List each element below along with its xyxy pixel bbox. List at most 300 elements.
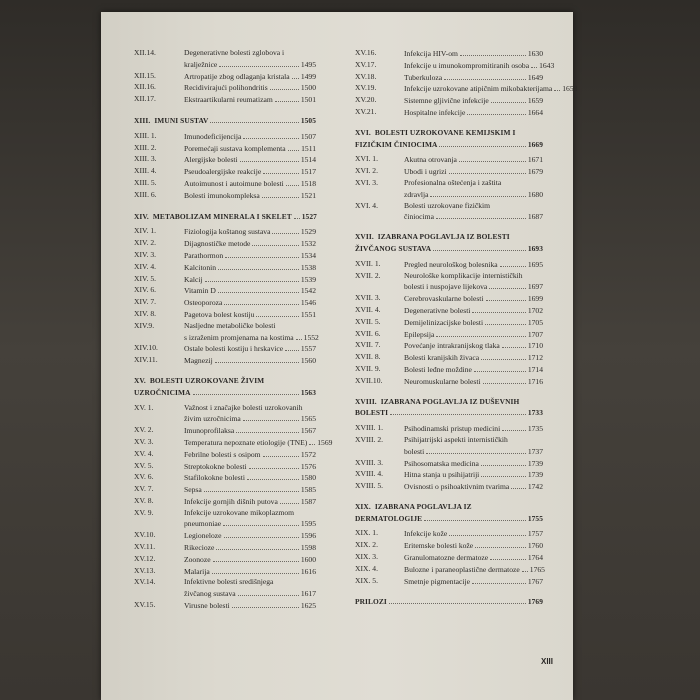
- toc-heading-text: BOLESTI: [355, 408, 389, 418]
- toc-entry-line: [184, 508, 316, 519]
- toc-entry-title: Malarija: [184, 566, 210, 576]
- toc-page-number: 1585: [300, 485, 316, 495]
- toc-page-number: 1658: [562, 84, 578, 94]
- toc-entry-body: [184, 82, 316, 94]
- toc-page-number: 1501: [300, 95, 316, 105]
- toc-entry-number: XIV. 6.: [134, 285, 157, 295]
- toc-entry: [134, 82, 316, 94]
- toc-entry-number: XII.17.: [134, 94, 156, 104]
- toc-entry-number: XV.16.: [355, 48, 377, 57]
- toc-entry-number: XV.11.: [134, 542, 156, 552]
- toc-heading-text: BOLESTI UZROKOVANE ŽIVIM: [149, 375, 265, 385]
- toc-entry-body: [404, 423, 543, 435]
- toc-entry: [134, 600, 316, 612]
- toc-page-number: 1587: [300, 496, 316, 506]
- toc-entry-number: XV. 9.: [134, 507, 154, 517]
- toc-entry-line: [184, 472, 316, 484]
- toc-heading-text: UZROČNICIMA: [134, 387, 191, 397]
- toc-entry-body: [184, 166, 316, 178]
- toc-heading-line: [355, 139, 543, 151]
- toc-entry-title: Zoonoze: [184, 554, 211, 564]
- toc-entry-number: XIV. 3.: [134, 249, 157, 259]
- toc-entry-line: [404, 458, 543, 470]
- toc-entry: [134, 143, 316, 155]
- toc-leader-dots: [270, 82, 299, 90]
- toc-page-number: 1705: [527, 317, 543, 327]
- toc-leader-dots: [294, 211, 300, 219]
- toc-entry-body: [404, 564, 543, 576]
- toc-entry-line: [404, 481, 543, 493]
- toc-heading-line: [134, 211, 316, 223]
- toc-entry: [134, 71, 316, 83]
- toc-leader-dots: [511, 481, 526, 489]
- toc-page-number: 1617: [300, 589, 316, 599]
- toc-entry-number: XIV. 2.: [134, 238, 157, 248]
- toc-entry-title: činiocima: [404, 212, 434, 222]
- toc-entry-number: XVII.10.: [355, 375, 383, 385]
- toc-entry-number: XVIII. 1.: [355, 423, 384, 433]
- toc-leader-dots: [204, 484, 299, 492]
- toc-entry-title: Kalcij: [184, 274, 203, 284]
- toc-section-heading: [134, 115, 316, 127]
- toc-entry-line: [404, 281, 543, 293]
- toc-leader-dots: [223, 518, 299, 526]
- toc-heading-line: [134, 115, 316, 127]
- toc-page-number: 1712: [527, 353, 543, 363]
- toc-entry-title: Degenerativne bolesti: [404, 305, 471, 315]
- toc-entry-line: [184, 355, 316, 367]
- toc-entry-number: XV.18.: [355, 71, 377, 81]
- toc-leader-dots: [483, 376, 526, 384]
- toc-entry-line: [184, 588, 316, 600]
- toc-leader-dots: [459, 154, 526, 162]
- toc-page-number: 1707: [527, 329, 543, 339]
- toc-entry: [355, 293, 543, 305]
- toc-leader-dots: [554, 83, 560, 91]
- toc-entry-title: Infekcije kože: [404, 529, 448, 539]
- toc-entry-number: XIX. 2.: [355, 540, 378, 550]
- toc-heading-text: IZABRANA POGLAVLJA IZ: [374, 501, 472, 511]
- toc-page-number: 1500: [300, 83, 316, 93]
- toc-entry-number: XV. 4.: [134, 448, 154, 458]
- toc-entry: [134, 542, 316, 554]
- toc-entry-number: XVII. 7.: [355, 340, 381, 350]
- toc-page-number: 1495: [300, 59, 316, 69]
- toc-entry-line: [184, 425, 316, 437]
- toc-entry-body: [404, 340, 543, 352]
- toc-leader-dots: [218, 285, 299, 293]
- toc-page-number: 1576: [300, 461, 316, 471]
- toc-page-number: 1580: [300, 473, 316, 483]
- toc-page-number: 1529: [300, 227, 316, 237]
- toc-entry: [134, 436, 333, 449]
- toc-entry-title: Sepsa: [184, 485, 202, 495]
- toc-entry-line: [404, 576, 543, 588]
- toc-leader-dots: [193, 387, 299, 395]
- toc-entry-body: [184, 285, 316, 297]
- toc-entry: [355, 481, 543, 493]
- toc-entry-line: [184, 332, 319, 344]
- toc-entry-number: XV.10.: [134, 530, 156, 540]
- toc-entry: [134, 262, 316, 274]
- toc-entry-number: XIX. 4.: [355, 563, 378, 573]
- toc-entry-line: [404, 564, 543, 576]
- toc-entry-number: XIII. 1.: [134, 130, 157, 140]
- toc-entry-line: [184, 554, 316, 566]
- toc-entry-title: Imunodeficijencija: [184, 131, 242, 141]
- toc-section-heading: [355, 232, 543, 255]
- toc-leader-dots: [481, 352, 526, 360]
- toc-entry-number: XIII. 2.: [134, 142, 157, 152]
- toc-entry-title: kralježnice: [184, 59, 218, 69]
- toc-entry-line: [184, 413, 316, 425]
- toc-entry-body: [184, 343, 316, 355]
- toc-heading-line: [355, 397, 543, 408]
- toc-entry-body: [184, 178, 316, 190]
- toc-entry-line: [404, 259, 543, 271]
- page-number: XIII: [540, 657, 553, 666]
- toc-entry-line: [404, 552, 543, 564]
- toc-entry-body: [404, 329, 543, 341]
- toc-entry-title: Infektivne bolesti središnjega: [184, 577, 274, 587]
- toc-entry-line: [404, 305, 543, 317]
- toc-leader-dots: [286, 178, 299, 186]
- toc-page-number: 1664: [527, 107, 543, 117]
- toc-page-number: 1539: [300, 274, 316, 284]
- toc-page-number: 1687: [527, 212, 543, 222]
- toc-entry: [355, 352, 543, 364]
- toc-heading-text: ŽIVČANOG SUSTAVA: [355, 243, 432, 253]
- toc-leader-dots: [219, 59, 299, 67]
- toc-entry-body: [184, 566, 316, 578]
- toc-entry: [134, 566, 316, 578]
- toc-entry-body: [404, 352, 543, 364]
- toc-section-number: XVI.: [355, 127, 371, 137]
- toc-leader-dots: [449, 166, 526, 174]
- toc-entry-line: [404, 317, 543, 329]
- toc-heading-line: [134, 376, 316, 387]
- toc-entry-line: [184, 518, 316, 530]
- toc-entry-body: [184, 530, 316, 542]
- toc-page-number: 1552: [303, 332, 319, 342]
- toc-entry-number: XII.15.: [134, 70, 156, 80]
- toc-page-number: 1765: [529, 564, 545, 574]
- toc-entry: [134, 274, 316, 286]
- toc-entry-title: Ostale bolesti kostiju i hrskavice: [184, 344, 284, 354]
- toc-entry-title: Osteoporoza: [184, 298, 223, 308]
- toc-entry-body: [404, 458, 543, 470]
- toc-page-number: 1737: [527, 446, 543, 456]
- toc-entry-title: Stafilokokne bolesti: [184, 473, 245, 483]
- toc-entry-line: [184, 566, 316, 578]
- toc-leader-dots: [296, 332, 302, 340]
- toc-entry-body: [404, 271, 543, 294]
- toc-entry-title: živim uzročnicima: [184, 414, 241, 424]
- toc-entry-line: [184, 542, 316, 554]
- toc-leader-dots: [500, 259, 526, 267]
- toc-entry: [355, 552, 543, 564]
- toc-entry: [134, 403, 316, 426]
- toc-entry-title: Bolesti leđne moždine: [404, 364, 472, 374]
- toc-section-heading: [134, 211, 316, 223]
- toc-page-number: 1697: [527, 282, 543, 292]
- toc-leader-dots: [475, 540, 526, 548]
- toc-entry-body: [404, 540, 543, 552]
- toc-leader-dots: [225, 250, 299, 258]
- toc-page-number: 1679: [527, 167, 543, 177]
- toc-entry-number: XV. 1.: [134, 402, 154, 412]
- toc-page-number: 1733: [527, 408, 543, 418]
- toc-entry-title: pneumoniae: [184, 519, 222, 529]
- toc-entry-line: [184, 262, 316, 274]
- toc-entry-number: XV.12.: [134, 553, 156, 563]
- toc-entry-body: [404, 528, 543, 540]
- toc-entry-title: Infekcije u imunokompromitiranih osoba: [404, 60, 530, 70]
- toc-entry: [355, 364, 543, 376]
- toc-entry: [134, 343, 316, 355]
- toc-entry-line: [404, 95, 543, 107]
- toc-page-number: 1557: [300, 344, 316, 354]
- toc-entry-title: Fiziologija koštanog sustava: [184, 227, 271, 237]
- toc-entry-title: Povećanje intrakranijskog tlaka: [404, 341, 500, 351]
- toc-entry-number: XVII. 9.: [355, 363, 381, 373]
- toc-leader-dots: [215, 355, 299, 363]
- toc-page-number: 1716: [527, 376, 543, 386]
- toc-entry-number: XVI. 1.: [355, 154, 378, 164]
- toc-entry-title: Neuromuskularne bolesti: [404, 376, 481, 386]
- toc-entry-body: [184, 600, 316, 612]
- toc-leader-dots: [309, 437, 315, 445]
- toc-entry-number: XVII. 8.: [355, 352, 381, 362]
- toc-entry-title: Bolesti imunokompleksa: [184, 190, 260, 200]
- toc-entry: [355, 576, 543, 588]
- toc-entry-title: bolesti i nuspojave lijekova: [404, 282, 488, 292]
- toc-heading-line: [355, 513, 543, 525]
- toc-entry-title: Infekcije gornjih dišnih putova: [184, 496, 278, 506]
- toc-entry-title: Bolesti uzrokovane fizičkim: [404, 200, 491, 210]
- toc-entry-line: [184, 449, 316, 461]
- toc-entry: [355, 540, 543, 552]
- toc-page-number: 1595: [300, 519, 316, 529]
- toc-leader-dots: [486, 293, 526, 301]
- toc-entry-line: [404, 178, 543, 189]
- toc-entry-number: XIII. 4.: [134, 166, 157, 176]
- toc-entry: [355, 329, 543, 341]
- toc-entry-number: XVI. 3.: [355, 177, 378, 187]
- toc-entry: [134, 166, 316, 178]
- toc-entry-line: [404, 293, 543, 305]
- toc-entry-title: Ubodi i ugrizi: [404, 167, 447, 177]
- toc-heading-text: IZABRANA POGLAVLJA IZ DUŠEVNIH: [380, 396, 520, 406]
- toc-entry: [134, 320, 319, 344]
- toc-entry-line: [184, 154, 316, 166]
- toc-entry-title: zdravlja: [404, 189, 429, 199]
- toc-left-column: [134, 48, 333, 612]
- toc-entry: [355, 259, 543, 271]
- toc-entry: [134, 484, 316, 496]
- toc-entry-line: [404, 446, 543, 458]
- toc-entry: [134, 131, 316, 143]
- toc-entry-line: [404, 189, 543, 201]
- toc-leader-dots: [430, 189, 525, 197]
- toc-entry-line: [184, 309, 316, 321]
- toc-leader-dots: [243, 413, 299, 421]
- toc-leader-dots: [205, 274, 299, 282]
- toc-page-number: 1546: [300, 298, 316, 308]
- toc-entry-title: Hitna stanja u psihijatriji: [404, 470, 480, 480]
- toc-entry-line: [404, 211, 543, 223]
- toc-page-number: 1739: [527, 470, 543, 480]
- toc-entry-body: [184, 297, 316, 309]
- toc-entry-body: [184, 274, 316, 286]
- toc-section-number: XIV.: [134, 211, 149, 221]
- toc-section-number: XVIII.: [355, 396, 377, 406]
- toc-page-number: 1600: [300, 554, 316, 564]
- toc-entry-number: XIV.11.: [134, 355, 158, 365]
- toc-page-number: 1659: [527, 96, 543, 106]
- toc-entry-title: Rikecioze: [184, 543, 215, 553]
- toc-entry: [134, 530, 316, 542]
- toc-section-heading: [355, 128, 543, 151]
- toc-leader-dots: [263, 166, 299, 174]
- toc-entry-body: [184, 238, 316, 250]
- toc-entry-title: Granulomatozne dermatoze: [404, 553, 489, 563]
- toc-entry: [355, 178, 543, 201]
- toc-entry: [355, 469, 543, 481]
- toc-entry: [134, 285, 316, 297]
- toc-leader-dots: [240, 154, 299, 162]
- toc-entry-number: XV. 3.: [134, 436, 154, 446]
- toc-entry: [355, 564, 543, 576]
- toc-entry-body: [404, 201, 543, 224]
- toc-entry-title: Legioneloze: [184, 531, 222, 541]
- toc-entry-title: Temperatura nepoznate etiologije (TNE): [184, 437, 308, 447]
- toc-entry-number: XIV.10.: [134, 343, 158, 353]
- toc-entry-line: [404, 469, 543, 481]
- toc-entry: [134, 178, 316, 190]
- toc-entry-body: [404, 178, 543, 201]
- toc-entry-line: [404, 166, 543, 178]
- toc-page-number: 1671: [527, 155, 543, 165]
- toc-entry-line: [404, 540, 543, 552]
- toc-leader-dots: [243, 131, 298, 139]
- toc-entry-title: Artropatije zbog odlaganja kristala: [184, 71, 290, 81]
- toc-entry-title: Demijelinizacijske bolesti: [404, 317, 484, 327]
- toc-page-number: 1680: [527, 189, 543, 199]
- toc-entry-number: XVIII. 3.: [355, 457, 384, 467]
- toc-leader-dots: [389, 596, 526, 604]
- toc-page-number: 1702: [527, 305, 543, 315]
- toc-page-number: 1521: [300, 190, 316, 200]
- toc-page-number: 1710: [527, 341, 543, 351]
- toc-page-number: 1760: [527, 541, 543, 551]
- toc-leader-dots: [218, 262, 299, 270]
- toc-entry-line: [184, 131, 316, 143]
- toc-entry-number: XIX. 5.: [355, 575, 378, 585]
- toc-entry-body: [184, 508, 316, 531]
- toc-entry-title: Sistemne gljivične infekcije: [404, 96, 489, 106]
- toc-entry: [355, 95, 543, 107]
- toc-entry-body: [404, 293, 543, 305]
- toc-entry-body: [404, 552, 543, 564]
- toc-entry-body: [184, 355, 316, 367]
- toc-page-number: 1739: [527, 458, 543, 468]
- toc-entry-body: [184, 554, 316, 566]
- toc-leader-dots: [272, 226, 298, 234]
- toc-page-number: 1563: [300, 387, 316, 397]
- toc-leader-dots: [460, 48, 526, 56]
- toc-entry-title: Virusne bolesti: [184, 601, 230, 611]
- toc-entry-body: [404, 60, 555, 72]
- toc-entry-number: XVIII. 2.: [355, 434, 384, 444]
- toc-entry: [134, 154, 316, 166]
- toc-page-number: 1505: [300, 115, 316, 125]
- toc-entry-body: [184, 449, 316, 461]
- toc-entry-line: [404, 154, 543, 166]
- toc-entry-body: [404, 95, 543, 107]
- toc-entry-body: [404, 317, 543, 329]
- toc-leader-dots: [292, 71, 299, 79]
- toc-entry-body: [404, 107, 543, 119]
- toc-entry-title: Ekstraartikularni reumatizam: [184, 95, 273, 105]
- toc-entry-body: [184, 190, 316, 202]
- toc-entry-title: Eritemske bolesti kože: [404, 541, 474, 551]
- toc-entry-number: XVII. 6.: [355, 328, 381, 338]
- toc-leader-dots: [449, 528, 526, 536]
- toc-entry-title: Infekcije uzrokovane atipičnim mikobakterijama: [404, 84, 553, 94]
- toc-entry-title: Akutna otrovanja: [404, 155, 457, 165]
- toc-entry-line: [184, 496, 316, 508]
- toc-entry: [134, 355, 316, 367]
- toc-entry: [134, 496, 316, 508]
- toc-page-number: 1625: [300, 601, 316, 611]
- toc-entry: [134, 461, 316, 473]
- toc-entry: [134, 577, 316, 600]
- toc-entry: [355, 166, 543, 178]
- toc-entry-body: [184, 262, 316, 274]
- toc-entry-number: XV.14.: [134, 577, 156, 587]
- toc-entry-line: [404, 340, 543, 352]
- toc-page-number: 1534: [300, 250, 316, 260]
- toc-entry-line: [184, 437, 333, 449]
- toc-leader-dots: [256, 309, 298, 317]
- toc-entry-number: XV.19.: [355, 83, 377, 93]
- toc-entry-body: [404, 259, 543, 271]
- toc-leader-dots: [485, 317, 526, 325]
- toc-section-number: XV.: [134, 375, 146, 385]
- toc-entry-line: [184, 82, 316, 94]
- toc-entry-number: XIV. 1.: [134, 226, 157, 236]
- toc-entry: [355, 528, 543, 540]
- toc-page-number: 1532: [300, 239, 316, 249]
- toc-entry-line: [404, 435, 543, 446]
- toc-entry: [355, 107, 543, 119]
- toc-entry-title: Bolesti kranijskih živaca: [404, 353, 480, 363]
- toc-entry-number: XV.15.: [134, 600, 156, 610]
- toc-entry-title: Degenerativne bolesti zglobova i: [184, 48, 285, 57]
- toc-entry-number: XVII. 4.: [355, 304, 381, 314]
- toc-section-heading: [355, 502, 543, 525]
- toc-entry-line: [184, 48, 316, 59]
- toc-entry-body: [184, 437, 333, 449]
- toc-entry-title: Neurološke komplikacije internističkih: [404, 270, 523, 280]
- toc-entry-number: XIII. 6.: [134, 189, 157, 199]
- toc-entry-title: živčanog sustava: [184, 589, 236, 599]
- toc-page-number: 1560: [300, 356, 316, 366]
- toc-leader-dots: [236, 425, 299, 433]
- toc-leader-dots: [491, 95, 526, 103]
- toc-leader-dots: [285, 343, 299, 351]
